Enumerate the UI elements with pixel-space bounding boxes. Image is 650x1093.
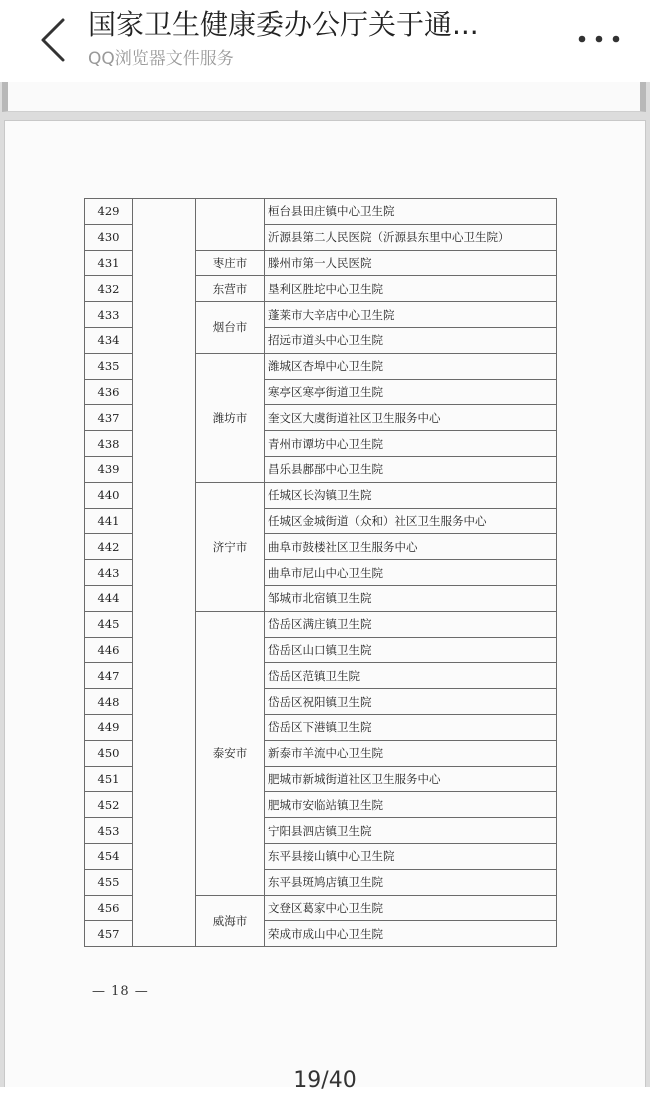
institution-name: 曲阜市尼山中心卫生院 bbox=[265, 560, 557, 586]
more-horizontal-icon bbox=[577, 34, 621, 44]
institution-name: 招远市道头中心卫生院 bbox=[265, 327, 557, 353]
city-cell: 烟台市 bbox=[196, 302, 265, 354]
institution-name: 肥城市新城街道社区卫生服务中心 bbox=[265, 766, 557, 792]
institution-name: 宁阳县泗店镇卫生院 bbox=[265, 818, 557, 844]
institution-name: 东平县斑鸠店镇卫生院 bbox=[265, 869, 557, 895]
institution-name: 岱岳区范镇卫生院 bbox=[265, 663, 557, 689]
row-number: 433 bbox=[85, 302, 133, 328]
row-number: 451 bbox=[85, 766, 133, 792]
row-number: 437 bbox=[85, 405, 133, 431]
institution-name: 垦利区胜坨中心卫生院 bbox=[265, 276, 557, 302]
institution-name: 桓台县田庄镇中心卫生院 bbox=[265, 199, 557, 225]
page-subtitle: QQ浏览器文件服务 bbox=[88, 49, 234, 69]
institution-name: 奎文区大虞街道社区卫生服务中心 bbox=[265, 405, 557, 431]
institution-name: 岱岳区下港镇卫生院 bbox=[265, 714, 557, 740]
institution-name: 新泰市羊流中心卫生院 bbox=[265, 740, 557, 766]
row-number: 445 bbox=[85, 611, 133, 637]
row-number: 443 bbox=[85, 560, 133, 586]
institution-name: 青州市谭坊中心卫生院 bbox=[265, 431, 557, 457]
row-number: 447 bbox=[85, 663, 133, 689]
institution-name: 岱岳区山口镇卫生院 bbox=[265, 637, 557, 663]
back-button[interactable] bbox=[30, 14, 76, 66]
institution-name: 潍城区杏埠中心卫生院 bbox=[265, 353, 557, 379]
row-number: 456 bbox=[85, 895, 133, 921]
row-number: 450 bbox=[85, 740, 133, 766]
row-number: 444 bbox=[85, 585, 133, 611]
row-number: 435 bbox=[85, 353, 133, 379]
institution-name: 肥城市安临站镇卫生院 bbox=[265, 792, 557, 818]
row-number: 446 bbox=[85, 637, 133, 663]
row-number: 438 bbox=[85, 431, 133, 457]
institution-name: 岱岳区祝阳镇卫生院 bbox=[265, 689, 557, 715]
row-number: 436 bbox=[85, 379, 133, 405]
row-number: 442 bbox=[85, 534, 133, 560]
institution-name: 沂源县第二人民医院（沂源县东里中心卫生院） bbox=[265, 224, 557, 250]
institution-name: 任城区金城街道（众和）社区卫生服务中心 bbox=[265, 508, 557, 534]
app-bar bbox=[0, 0, 650, 83]
row-number: 441 bbox=[85, 508, 133, 534]
table-row bbox=[85, 199, 557, 225]
institution-name: 滕州市第一人民医院 bbox=[265, 250, 557, 276]
row-number: 440 bbox=[85, 482, 133, 508]
chevron-left-icon bbox=[39, 17, 67, 63]
row-number: 454 bbox=[85, 843, 133, 869]
institution-name: 荣成市成山中心卫生院 bbox=[265, 921, 557, 947]
row-number: 455 bbox=[85, 869, 133, 895]
row-number: 431 bbox=[85, 250, 133, 276]
city-cell: 泰安市 bbox=[196, 611, 265, 895]
page-title: 国家卫生健康委办公厅关于通... bbox=[88, 8, 479, 41]
page-indicator: 19/40 bbox=[293, 1068, 357, 1093]
document-viewer[interactable] bbox=[0, 82, 650, 1087]
institution-name: 寒亭区寒亭街道卫生院 bbox=[265, 379, 557, 405]
row-number: 448 bbox=[85, 689, 133, 715]
city-cell: 潍坊市 bbox=[196, 353, 265, 482]
row-number: 457 bbox=[85, 921, 133, 947]
previous-page-edge bbox=[2, 82, 646, 112]
city-cell bbox=[196, 199, 265, 251]
city-cell: 威海市 bbox=[196, 895, 265, 947]
institution-name: 昌乐县鄌郚中心卫生院 bbox=[265, 456, 557, 482]
hospital-table bbox=[84, 198, 557, 947]
institution-name: 东平县接山镇中心卫生院 bbox=[265, 843, 557, 869]
row-number: 439 bbox=[85, 456, 133, 482]
row-number: 430 bbox=[85, 224, 133, 250]
institution-name: 邹城市北宿镇卫生院 bbox=[265, 585, 557, 611]
row-number: 449 bbox=[85, 714, 133, 740]
institution-name: 蓬莱市大辛店中心卫生院 bbox=[265, 302, 557, 328]
city-cell: 枣庄市 bbox=[196, 250, 265, 276]
document-page bbox=[4, 120, 646, 1087]
row-number: 429 bbox=[85, 199, 133, 225]
city-cell: 济宁市 bbox=[196, 482, 265, 611]
institution-name: 文登区葛家中心卫生院 bbox=[265, 895, 557, 921]
institution-name: 曲阜市鼓楼社区卫生服务中心 bbox=[265, 534, 557, 560]
institution-name: 任城区长沟镇卫生院 bbox=[265, 482, 557, 508]
more-button[interactable] bbox=[574, 24, 624, 54]
institution-name: 岱岳区满庄镇卫生院 bbox=[265, 611, 557, 637]
province-cell bbox=[133, 199, 196, 947]
row-number: 434 bbox=[85, 327, 133, 353]
page-number: — 18 — bbox=[92, 984, 149, 999]
row-number: 432 bbox=[85, 276, 133, 302]
row-number: 452 bbox=[85, 792, 133, 818]
row-number: 453 bbox=[85, 818, 133, 844]
city-cell: 东营市 bbox=[196, 276, 265, 302]
